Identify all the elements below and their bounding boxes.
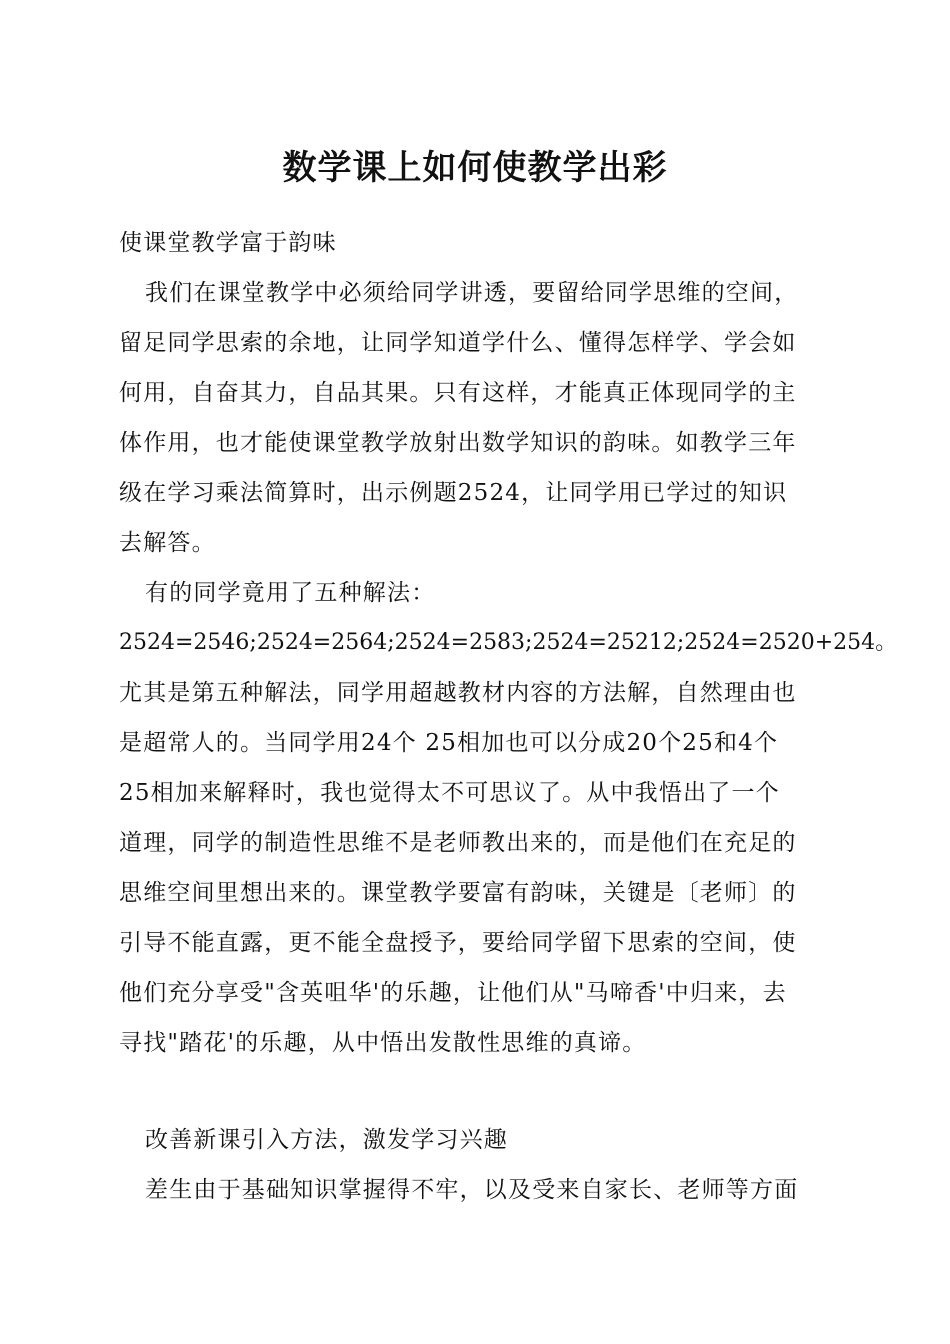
paragraph-line: 体作用，也才能使课堂教学放射出数学知识的韵味。如教学三年 [119,430,797,456]
section-heading: 改善新课引入方法，激发学习兴趣 [145,1127,508,1153]
paragraph-line: 何用，自奋其力，自品其果。只有这样，才能真正体现同学的主 [119,380,797,406]
paragraph-line: 他们充分享受"含英咀华'的乐趣，让他们从"马啼香'中归来，去 [119,980,787,1006]
paragraph-line: 道理，同学的制造性思维不是老师教出来的，而是他们在充足的 [119,830,797,856]
paragraph-line: 我们在课堂教学中必须给同学讲透，要留给同学思维的空间， [145,280,799,306]
equations-line: 2524=2546;2524=2564;2524=2583;2524=25212;2524=2520+254。 [119,630,898,655]
paragraph-line: 级在学习乘法简算时，出示例题2524，让同学用已学过的知识 [119,480,788,506]
paragraph-line: 引导不能直露，更不能全盘授予，要给同学留下思索的空间，使 [119,930,797,956]
paragraph-line: 去解答。 [119,530,216,556]
paragraph-line: 25相加来解释时，我也觉得太不可思议了。从中我悟出了一个 [119,780,780,806]
paragraph-line: 思维空间里想出来的。课堂教学要富有韵味，关键是〔老师〕的 [119,880,797,906]
section-heading: 使课堂教学富于韵味 [119,230,337,256]
document-title: 数学课上如何使教学出彩 [282,148,668,188]
paragraph-line: 尤其是第五种解法，同学用超越教材内容的方法解，自然理由也 [119,680,797,706]
paragraph-line: 有的同学竟用了五种解法： [145,580,436,606]
paragraph-line: 留足同学思索的余地，让同学知道学什么、懂得怎样学、学会如 [119,330,797,356]
paragraph-line: 是超常人的。当同学用24个 25相加也可以分成20个25和4个 [119,730,779,756]
paragraph-line: 寻找"踏花'的乐趣，从中悟出发散性思维的真谛。 [119,1030,647,1056]
paragraph-line: 差生由于基础知识掌握得不牢，以及受来自家长、老师等方面 [145,1177,799,1203]
